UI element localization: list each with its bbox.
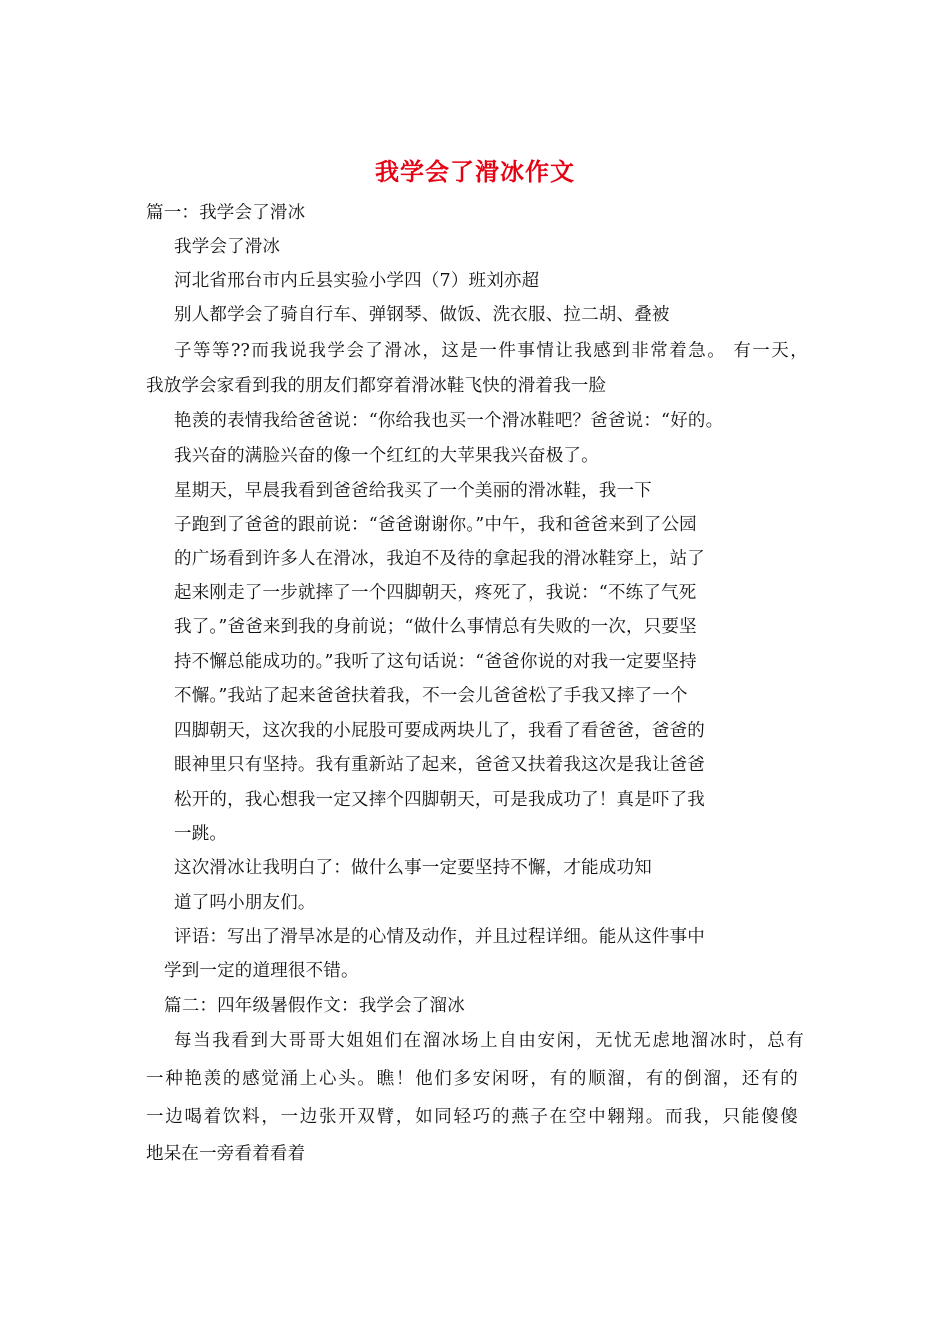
essay-title: 我学会了滑冰 bbox=[174, 237, 281, 257]
paragraph-line: 子等等??而我说我学会了滑冰，这是一件事情让我感到非常着急。 有一天， bbox=[174, 341, 808, 361]
paragraph-line: 一跳。 bbox=[174, 824, 228, 844]
paragraph-line: 别人都学会了骑自行车、弹钢琴、做饭、洗衣服、拉二胡、叠被 bbox=[174, 305, 670, 325]
paragraph-line: 道了吗小朋友们。 bbox=[174, 893, 316, 913]
paragraph-line: 地呆在一旁看着看着 bbox=[146, 1144, 306, 1164]
paragraph-line: 每当我看到大哥哥大姐姐们在溜冰场上自由安闲，无忧无虑地溜冰时，总有 bbox=[174, 1031, 804, 1051]
paragraph-line: 我放学会家看到我的朋友们都穿着滑冰鞋飞快的滑着我一脸 bbox=[146, 376, 607, 396]
author-line: 河北省邢台市内丘县实验小学四（7）班刘亦超 bbox=[174, 271, 540, 291]
section-heading-1: 篇一：我学会了滑冰 bbox=[146, 203, 306, 223]
paragraph-line: 这次滑冰让我明白了：做什么事一定要坚持不懈，才能成功知 bbox=[174, 858, 652, 878]
comment-line: 学到一定的道理很不错。 bbox=[164, 961, 359, 981]
paragraph-line: 的广场看到许多人在滑冰，我迫不及待的拿起我的滑冰鞋穿上，站了 bbox=[174, 549, 705, 569]
paragraph-line: 艳羡的表情我给爸爸说：“你给我也买一个滑冰鞋吧？爸爸说：“好的。 bbox=[174, 411, 724, 431]
paragraph-line: 我兴奋的满脸兴奋的像一个红红的大苹果我兴奋极了。 bbox=[174, 446, 599, 466]
paragraph-line: 我了。”爸爸来到我的身前说；“做什么事情总有失败的一次，只要坚 bbox=[174, 617, 697, 637]
paragraph-line: 一边喝着饮料，一边张开双臂，如同轻巧的燕子在空中翱翔。而我，只能傻傻 bbox=[146, 1107, 798, 1127]
paragraph-line: 星期天，早晨我看到爸爸给我买了一个美丽的滑冰鞋，我一下 bbox=[174, 481, 652, 501]
paragraph-line: 眼神里只有坚持。我有重新站了起来，爸爸又扶着我这次是我让爸爸 bbox=[174, 755, 705, 775]
paragraph-line: 起来刚走了一步就摔了一个四脚朝天，疼死了，我说：“不练了气死 bbox=[174, 583, 697, 603]
paragraph-line: 子跑到了爸爸的跟前说：“爸爸谢谢你。”中午，我和爸爸来到了公园 bbox=[174, 515, 697, 535]
paragraph-line: 持不懈总能成功的。”我听了这句话说：“爸爸你说的对我一定要坚持 bbox=[174, 652, 697, 672]
paragraph-line: 一种艳羡的感觉涌上心头。瞧！他们多安闲呀，有的顺溜，有的倒溜，还有的 bbox=[146, 1069, 798, 1089]
section-heading-2: 篇二：四年级暑假作文：我学会了溜冰 bbox=[164, 996, 465, 1016]
paragraph-line: 不懈。”我站了起来爸爸扶着我，不一会儿爸爸松了手我又摔了一个 bbox=[174, 686, 688, 706]
comment-line: 评语：写出了滑旱冰是的心情及动作，并且过程详细。能从这件事中 bbox=[174, 927, 705, 947]
paragraph-line: 松开的，我心想我一定又摔个四脚朝天，可是我成功了！真是吓了我 bbox=[174, 790, 705, 810]
paragraph-line: 四脚朝天，这次我的小屁股可要成两块儿了，我看了看爸爸，爸爸的 bbox=[174, 721, 705, 741]
document-title: 我学会了滑冰作文 bbox=[375, 157, 575, 186]
